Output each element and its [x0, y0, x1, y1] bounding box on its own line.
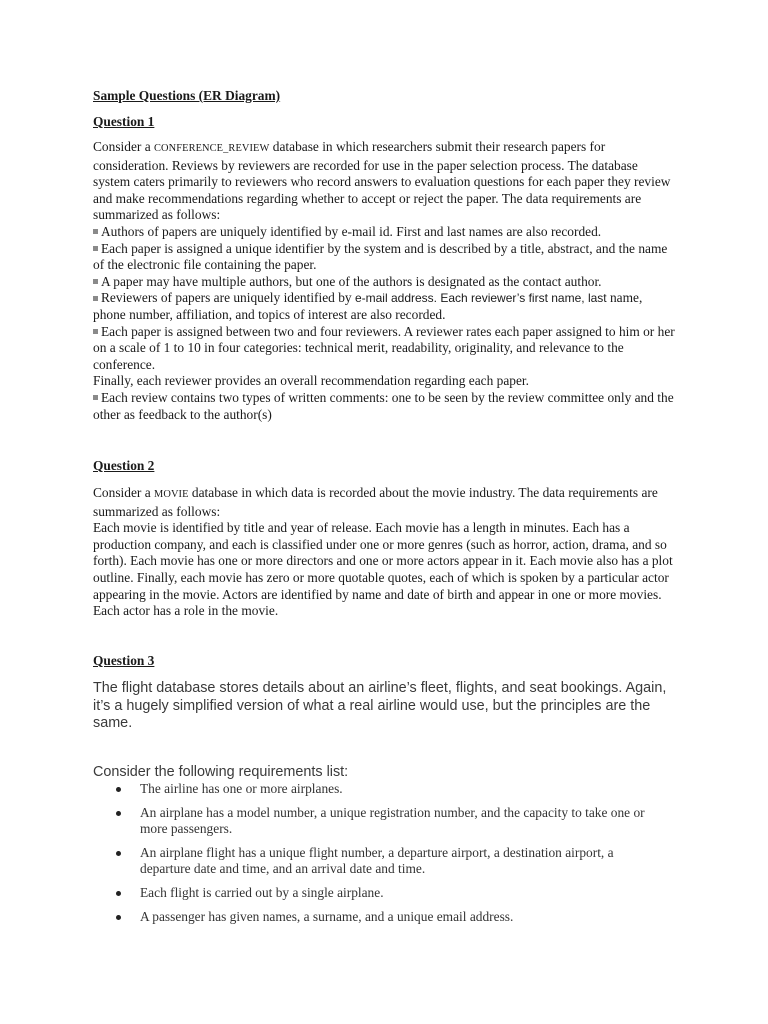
question-2-body: [93, 485, 678, 620]
requirement-text: A paper may have multiple authors, but one of the authors is designated as the contact author.: [101, 273, 602, 289]
list-item-text: Each flight is carried out by a single airplane.: [140, 884, 384, 900]
question-1-heading: Question 1: [93, 114, 155, 129]
list-item: [93, 805, 663, 838]
bullet-icon: [116, 811, 121, 816]
requirements-lead-in: Consider the following requirements list:: [93, 764, 349, 780]
requirement-text-sans: e-mail address. Each reviewer’s first name, last: [354, 291, 607, 306]
database-name: CONFERENCE_REVIEW: [154, 143, 270, 154]
requirement-text: Each review contains two types of written comments: one to be seen by the review committee only and the other as feedback to the author(s): [93, 389, 674, 422]
list-item: [93, 885, 663, 902]
square-bullet-icon: [93, 395, 98, 400]
bullet-icon: [116, 787, 121, 792]
square-bullet-icon: [93, 229, 98, 234]
list-item-text: A passenger has given names, a surname, and a unique email address.: [140, 908, 514, 924]
requirement-text: Each paper is assigned between two and four reviewers. A reviewer rates each paper assigned to him or her on a scale of 1 to 10 in four categories: technical merit, readability, originality, and relevance to the conference.: [93, 323, 675, 372]
requirements-list-container: [93, 781, 663, 932]
question-3-heading: Question 3: [93, 653, 155, 668]
bullet-icon: [116, 891, 121, 896]
square-bullet-icon: [93, 279, 98, 284]
database-name: MOVIE: [154, 489, 189, 500]
question-3-intro: The flight database stores details about an airline’s fleet, flights, and seat bookings. Again, it’s a hugely simplified version of what a real airline would use, but the principles are the same.: [93, 680, 667, 731]
list-item: [93, 845, 663, 878]
requirement-text: Each paper is assigned a unique identifier by the system and is described by a title, abstract, and the name of the electronic file containing the paper.: [93, 240, 668, 273]
intro-text: Consider a: [93, 139, 154, 154]
bullet-icon: [116, 851, 121, 856]
list-item-text: An airplane flight has a unique flight number, a departure airport, a destination airport, a departure date and time, and an arrival date and time.: [140, 844, 614, 877]
list-item-text: An airplane has a model number, a unique registration number, and the capacity to take one or more passengers.: [140, 804, 645, 837]
requirement-text: Reviewers of papers are uniquely identified by: [101, 290, 355, 306]
square-bullet-icon: [93, 329, 98, 334]
document-title: Sample Questions (ER Diagram): [93, 88, 281, 103]
list-item-text: The airline has one or more airplanes.: [140, 781, 343, 796]
question-2-heading: Question 2: [93, 458, 155, 473]
finally-line: Finally, each reviewer provides an overall recommendation regarding each paper.: [93, 373, 529, 389]
square-bullet-icon: [93, 296, 98, 301]
bullet-icon: [116, 915, 121, 920]
requirement-text: Authors of papers are uniquely identified by e-mail id. First and last names are also recorded.: [101, 223, 602, 239]
intro-text-cont: database in which researchers submit their research papers for consideration. Reviews by reviewers are recorded for use in the paper selection process. The database system caters primarily to reviewers who record answers to evaluation questions for each paper they review and make recommendations regarding whether to accept or reject the paper. The data requirements are summarized as follows:: [93, 139, 671, 223]
list-item: [93, 781, 663, 798]
requirement-item: [93, 241, 678, 274]
question-2-intro: [93, 485, 678, 520]
requirements-list: [93, 781, 663, 925]
list-item: [93, 909, 663, 926]
square-bullet-icon: [93, 246, 98, 251]
intro-text: Consider a: [93, 485, 154, 500]
question-1-body: [93, 139, 678, 423]
requirement-text-cont: name, phone number, affiliation, and topics of interest are also recorded.: [93, 290, 643, 322]
requirement-item: [93, 274, 678, 291]
requirement-item: [93, 324, 678, 374]
intro-text-cont: database in which data is recorded about the movie industry. The data requirements are summarized as follows:: [93, 485, 658, 519]
requirement-item: [93, 224, 678, 241]
question-1-intro: [93, 139, 678, 224]
requirement-item: [93, 390, 678, 423]
requirement-item: [93, 290, 678, 323]
question-2-description: Each movie is identified by title and year of release. Each movie has a length in minutes. Each has a production company, and each is classified under one or more genres (such as horror, action, drama, and so forth). Each movie has one or more directors and one or more actors appear in it. Each movie also has a plot outline. Finally, each movie has zero or more quotable quotes, each of which is spoken by a particular actor appearing in the movie. Actors are identified by name and date of birth and appear in one or more movies. Each actor has a role in the movie.: [93, 520, 673, 619]
